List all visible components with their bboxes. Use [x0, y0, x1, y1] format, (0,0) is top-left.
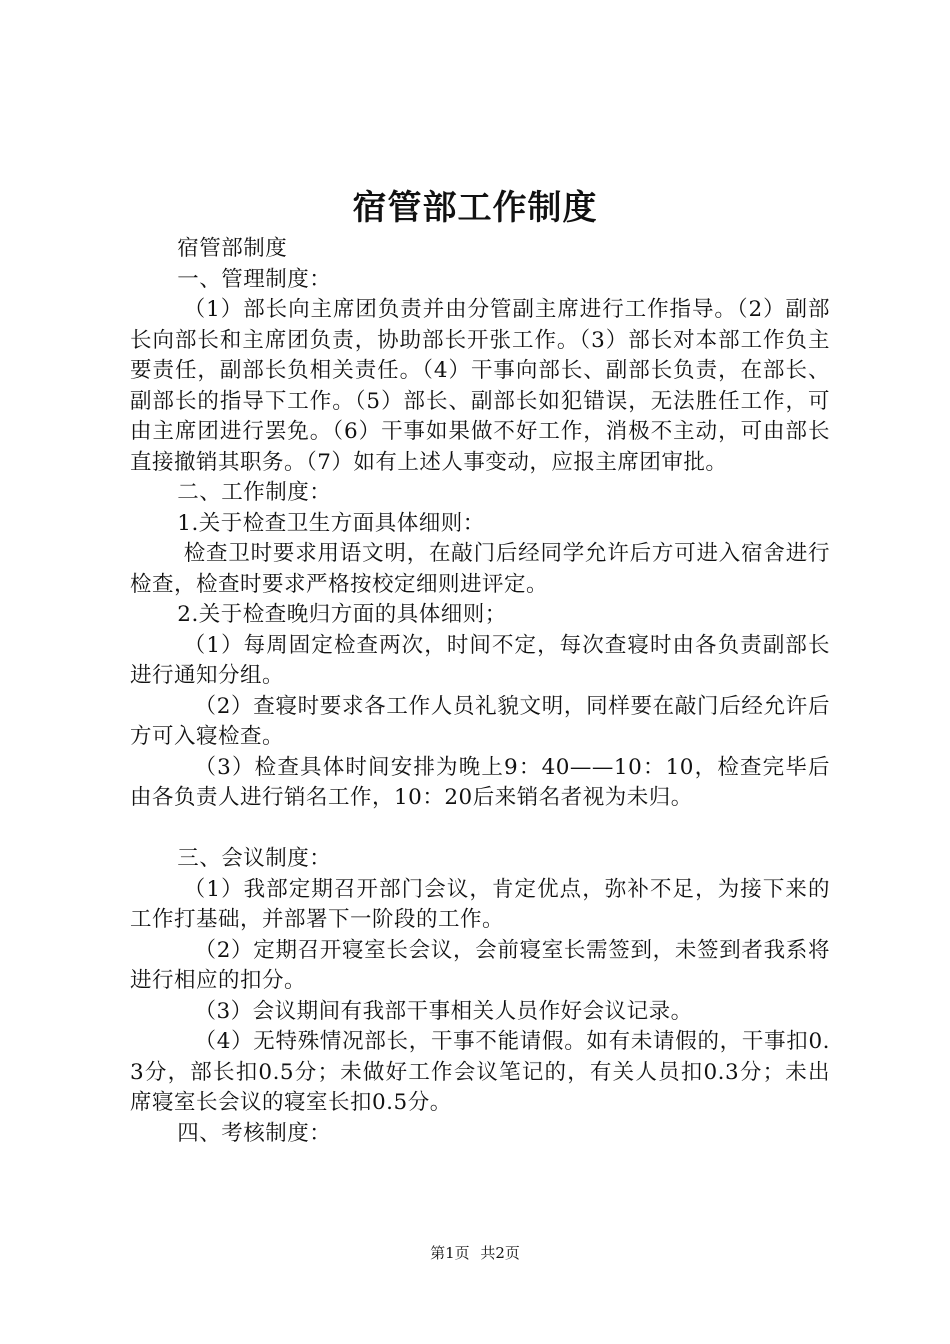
section-heading-meeting: 三、会议制度：	[177, 846, 332, 871]
section-heading-work: 二、工作制度：	[177, 480, 332, 505]
page-number: 第1页	[430, 1244, 470, 1262]
paragraph-management: （1）部长向主席团负责并由分管副主席进行工作指导。（2）副部长向部长和主席团负责，协助部长开张工作。（3）部长对本部工作负主要责任，副部长负相关责任。（4）干事向部长、副部长负责，在部长、副部长的指导下工作。（5）部长、副部长如犯错误，无法胜任工作，可由主席团进行罢免。（6）干事如果做不好工作，消极不主动，可由部长直接撤销其职务。（7）如有上述人事变动，应报主席团审批。	[130, 297, 830, 475]
paragraph-late-return-3: （3）检查具体时间安排为晚上9：40——10：10，检查完毕后由各负责人进行销名工作，10：20后来销名者视为未归。	[130, 754, 830, 810]
subheading-late-return: 2.关于检查晚归方面的具体细则；	[177, 602, 507, 627]
paragraph-late-return-1: （1）每周固定检查两次，时间不定，每次查寝时由各负责副部长进行通知分组。	[130, 632, 830, 688]
paragraph-meeting-1: （1）我部定期召开部门会议，肯定优点，弥补不足，为接下来的工作打基础，并部署下一阶段的工作。	[130, 876, 830, 932]
paragraph-late-return-2: （2）查寝时要求各工作人员礼貌文明，同样要在敲门后经允许后方可入寝检查。	[130, 693, 830, 749]
document-body	[130, 234, 830, 1149]
subheading-hygiene: 1.关于检查卫生方面具体细则：	[177, 510, 485, 536]
paragraph-meeting-4: （4）无特殊情况部长，干事不能请假。如有未请假的，干事扣0.3分，部长扣0.5分；未做好工作会议笔记的，有关人员扣0.3分；未出席寝室长会议的寝室长扣0.5分。	[130, 1029, 830, 1115]
section-heading-assessment: 四、考核制度：	[177, 1120, 332, 1146]
paragraph-hygiene: 检查卫时要求用语文明，在敲门后经同学允许后方可进入宿舍进行检查，检查时要求严格按校定细则进评定。	[130, 541, 830, 597]
paragraph-meeting-3: （3）会议期间有我部干事相关人员作好会议记录。	[194, 998, 693, 1024]
subtitle: 宿管部制度	[177, 236, 288, 261]
section-heading-management: 一、管理制度：	[177, 266, 332, 292]
blank-line	[130, 814, 830, 845]
paragraph-meeting-2: （2）定期召开寝室长会议，会前寝室长需签到，未签到者我系将进行相应的扣分。	[130, 937, 830, 993]
page-footer	[0, 1243, 950, 1263]
document-title: 宿管部工作制度	[352, 188, 598, 228]
page-total: 共2页	[480, 1244, 520, 1262]
